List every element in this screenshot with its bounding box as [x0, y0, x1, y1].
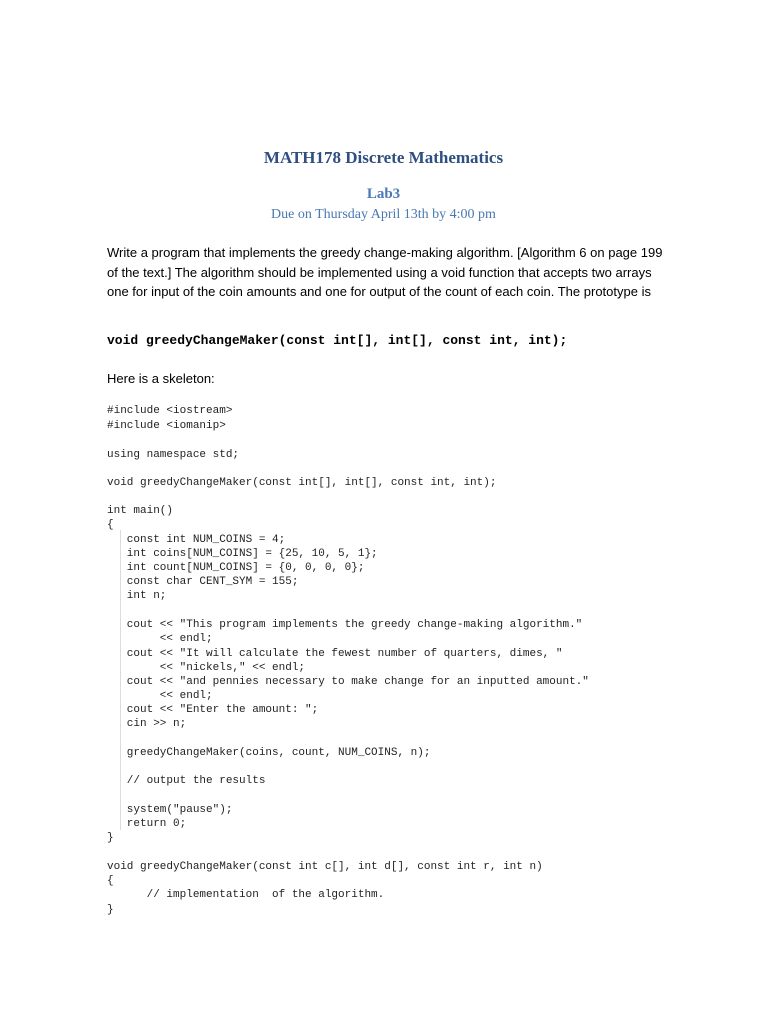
intro-paragraph: Write a program that implements the greedy change-making algorithm. [Algorithm 6 on page 199 of the text.] The algorithm should be implemented using a void function that accepts two arrays one for input of the coin amounts and one for output of the count of each coin. The prototype is — [107, 245, 663, 299]
code-main-close-brace: } — [107, 832, 114, 844]
code-decl-count: int count[NUM_COINS] = {0, 0, 0, 0}; — [107, 562, 365, 574]
code-system-pause: system("pause"); — [107, 804, 233, 816]
code-function-declaration: void greedyChangeMaker(const int[], int[], const int, int); — [107, 477, 497, 489]
code-decl-n: int n; — [107, 590, 167, 602]
code-io-line: cout << "and pennies necessary to make change for an inputted amount." — [107, 676, 589, 688]
code-include-iomanip: #include <iomanip> — [107, 420, 226, 432]
code-impl-comment: // implementation of the algorithm. — [107, 889, 385, 901]
code-decl-coins: int coins[NUM_COINS] = {25, 10, 5, 1}; — [107, 548, 378, 560]
code-impl-close-brace: } — [107, 904, 114, 916]
code-using-namespace: using namespace std; — [107, 449, 240, 461]
code-io-line: cout << "It will calculate the fewest number of quarters, dimes, " — [107, 648, 563, 660]
code-return: return 0; — [107, 818, 187, 830]
prototype-line: void greedyChangeMaker(const int[], int[], const int, int); — [107, 333, 568, 348]
skeleton-label: Here is a skeleton: — [107, 371, 215, 386]
code-include-iostream: #include <iostream> — [107, 405, 233, 417]
due-date: Due on Thursday April 13th by 4:00 pm — [271, 207, 496, 222]
code-decl-num-coins: const int NUM_COINS = 4; — [107, 534, 286, 546]
code-io-line: << endl; — [107, 690, 213, 702]
code-impl-open-brace: { — [107, 875, 114, 887]
code-main-open-brace: { — [107, 519, 114, 531]
code-io-line: << "nickels," << endl; — [107, 662, 306, 674]
code-function-call: greedyChangeMaker(coins, count, NUM_COINS, n); — [107, 747, 431, 759]
code-main-signature: int main() — [107, 505, 174, 517]
code-decl-cent-sym: const char CENT_SYM = 155; — [107, 576, 299, 588]
course-title: MATH178 Discrete Mathematics — [263, 148, 504, 167]
code-io-line: cin >> n; — [107, 718, 187, 730]
code-impl-signature: void greedyChangeMaker(const int c[], int d[], const int r, int n) — [107, 861, 543, 873]
code-comment-output: // output the results — [107, 775, 266, 787]
lab-title: Lab3 — [366, 186, 401, 202]
code-io-line: cout << "Enter the amount: "; — [107, 704, 319, 716]
code-io-line: << endl; — [107, 633, 213, 645]
code-io-line: cout << "This program implements the greedy change-making algorithm." — [107, 619, 583, 631]
